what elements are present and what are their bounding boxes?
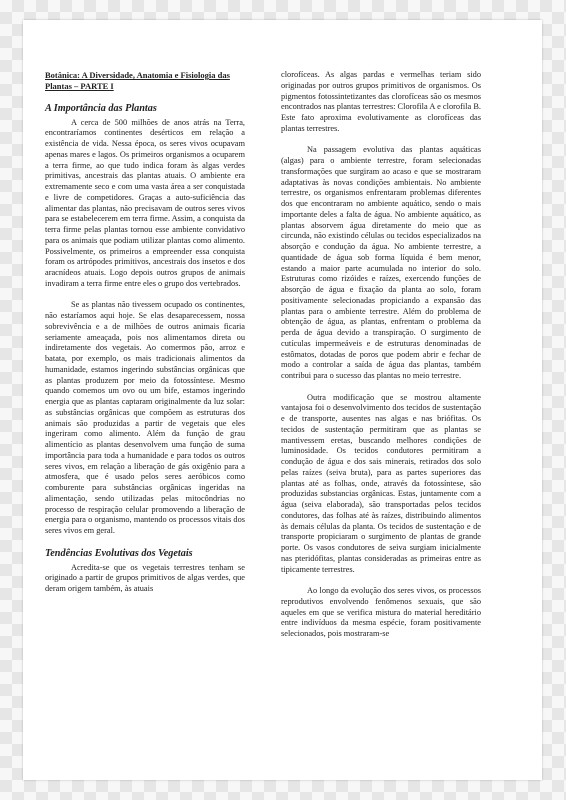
left-column: [45, 70, 245, 606]
document-page: [23, 20, 542, 780]
document-title: Botânica: A Diversidade, Anatomia e Fisiologia das Plantas – PARTE I: [45, 70, 230, 91]
section-heading-importancia: A Importância das Plantas: [45, 102, 157, 114]
paragraph: A cerca de 500 milhões de anos atrás na Terra, encontraríamos continentes desérticos em relação a existência de vida. Nessa época, os seres vivos ocupavam apenas mares e lagos. Os primeiros organismos a ocuparem a terra firme, ao que tudo indica foram às algas verdes primitivas, ancestrais das plantas atuais. O ambiente era extremamente seco e com uma vasta área a ser conquistada e livre de competidores. Graças a auto-suficiência das alimentar das plantas, não precisavam de outros seres vivos para se estabelecerem em terra firme. Assim, a conquista da terra firme pelas plantas tornou esse ambiente convidativo para os animais que podiam utilizar plantas como alimento. Possivelmente, os primeiros a empreender essa conquista foram os artrópodes primitivos, ancestrais dos insetos e dos aracnídeos atuais. Logo depois outros grupos de animais invadiram a terra firme entre eles o grupo dos vertebrados.: [45, 117, 245, 288]
paragraph: Na passagem evolutiva das plantas aquáticas (algas) para o ambiente terrestre, foram selecionadas transformações que surgiram ao acaso e que se mostraram adaptativas às novas condições ambientais. No ambiente terrestre, os organismos enfrentaram problemas diferentes dos que encontraram no ambiente aquático, sendo o mais importante deles a falta de água. No ambiente aquático, as plantas absorvem água diretamente do meio que as circunda, não existindo células ou tecidos especializados na absorção e condução da água. No ambiente terrestre, a quantidade de água sob forma líquida é bem menor, estando a maior parte acumulada no interior do solo. Estruturas como rizóides e raízes, exercendo funções de absorção de água e fixação da planta ao solo, foram positivamente selecionadas propiciando a expansão das plantas para o ambiente terrestre. Além do problema de obtenção de água, as plantas, enfrentam o problema da perda de água devido a transpiração. O surgimento de cutículas impermeáveis e de estruturas denominadas de estômatos, dotadas de poros que podem abrir e fechar de modo a controlar a saída de água das plantas, também contribui para o sucesso das plantas no meio terrestre.: [281, 145, 481, 380]
paragraph: Acredita-se que os vegetais terrestres tenham se originado a partir de grupos primitivos de algas verdes, que deram origem também, às atuais: [45, 562, 245, 593]
section-heading-tendencias: Tendências Evolutivas dos Vegetais: [45, 547, 193, 559]
paragraph: Outra modificação que se mostrou altamente vantajosa foi o desenvolvimento dos tecidos de sustentação e de transporte, ausentes nas algas e nas briófitas. Os tecidos de sustentação permitiram que as plantas se mantivessem eretas, buscando melhores condições de luminosidade. Os tecidos condutores permitiram a condução de água e dos sais minerais, retirados dos solo pelas raízes (seiva bruta), para as partes superiores das plantas até as folhas, onde, através da fotossíntese, são produzidas substancias orgânicas. Estas, juntamente com a água (seiva elaborada), são transportadas pelos tecidos condutores, das folhas até às raízes, distribuindo alimentos às demais células da planta. Os tecidos de sustentação e de transporte propiciaram o surgimento de plantas de grande porte. Os vasos condutores de seiva surgiam inicialmente nas pteridófitas, plantas consideradas as primeiras entre as tipicamente terrestres.: [281, 392, 481, 574]
paragraph: Se as plantas não tivessem ocupado os continentes, não estaríamos aqui hoje. Se elas desaparecessem, nossa sobrevivência e a de milhões de outros animais ficaria seriamente ameaçada, pois nos alimentamos direta ou indiretamente dos vegetais. Ao comermos pão, arroz e batata, por exemplo, os mais tradicionais alimentos da humanidade, estamos ingerindo substâncias orgânicas que as plantas produzem por meio da fotossíntese. Mesmo quando comemos um ovo ou um bife, estamos ingerindo energia que as plantas captaram originalmente da luz solar: as substâncias orgânicas que compõem as estruturas dos animais são produzidas a partir de vegetais que eles ingeriram como alimento. Além da função de grau alimentício as plantas desenvolvem uma função de suma importância para toda a humanidade e para todos os outros seres vivos, em relação a liberação de gás oxigênio para a atmosfera, que é usado pelos seres aeróbicos como comburente para substâncias orgânicas ingeridas na alimentação, sendo utilizadas pelas mitocôndrias no processo de respiração celular promovendo a liberação de energia para o organismo, mantendo os processos vitais dos seres vivos em geral.: [45, 300, 245, 535]
paragraph: Ao longo da evolução dos seres vivos, os processos reprodutivos envolvendo fenômenos sexuais, que são aqueles em que se verifica mistura do material hereditário entre indivíduos da mesma espécie, foram positivamente selecionados, pois mostraram-se: [281, 586, 481, 638]
right-column: [281, 70, 481, 651]
paragraph-continuation: clorofíceas. As algas pardas e vermelhas teriam sido originadas por outros grupos primitivos de organismos. Os pigmentos fotossintetizantes das clorofíceas são os mesmos encontrados nas plantas terrestres: Clorofila A e clorofila B. Este fato aproxima evolutivamente as clorofíceas das plantas terrestres.: [281, 70, 481, 133]
